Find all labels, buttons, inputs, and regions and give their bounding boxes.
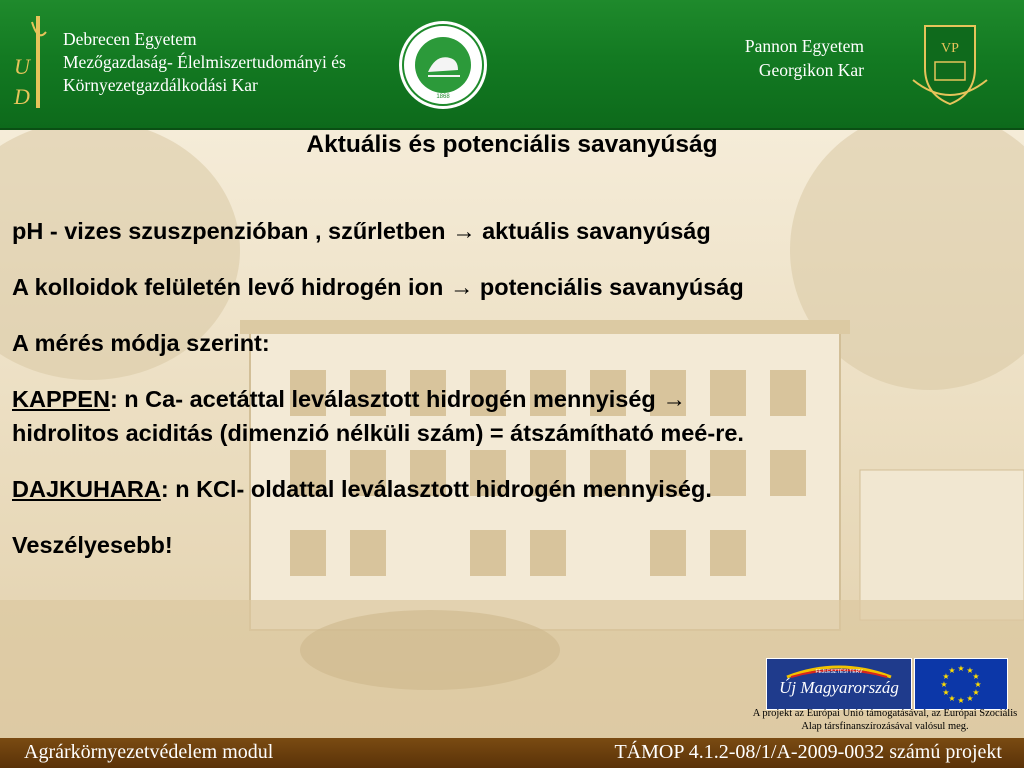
- svg-text:★: ★: [942, 672, 950, 681]
- content-line-warning: Veszélyesebb!: [12, 532, 173, 558]
- svg-text:★: ★: [966, 694, 974, 703]
- left-line-1: Debrecen Egyetem: [63, 29, 197, 49]
- arrow-icon: →: [662, 386, 686, 412]
- svg-text:U: U: [14, 54, 30, 79]
- footer-bar: [0, 738, 1024, 768]
- left-line-2: Mezőgazdaság- Élelmiszertudományi és: [63, 52, 346, 72]
- dajkuhara-label: DAJKUHARA: [12, 476, 161, 502]
- svg-text:★: ★: [972, 672, 980, 681]
- footer-project: TÁMOP 4.1.2-08/1/A-2009-0032 számú projekt: [614, 741, 1002, 763]
- right-line-2: Georgikon Kar: [758, 60, 864, 80]
- svg-text:★: ★: [974, 680, 982, 689]
- right-line-1: Pannon Egyetem: [744, 36, 864, 56]
- dajkuhara-text: : n KCl- oldattal leválasztott hidrogén mennyiség.: [160, 476, 712, 502]
- eu-support-note: A projekt az Európai Unió támogatásával, az Európai Szociális Alap társfinanszírozásával valósul meg.: [752, 708, 1018, 732]
- svg-text:★: ★: [940, 680, 948, 689]
- pannon-crest-logo: [905, 18, 995, 110]
- uj-magyarorszag-text: Új Magyarország: [779, 678, 899, 697]
- ph-result: aktuális savanyúság: [475, 218, 711, 244]
- ud-logo: [6, 12, 54, 116]
- svg-text:★: ★: [957, 696, 965, 705]
- svg-text:★: ★: [948, 694, 956, 703]
- arrow-icon: →: [452, 218, 476, 244]
- kappen-text: : n Ca- acetáttal leválasztott hidrogén mennyiség: [109, 386, 656, 412]
- uj-magyarorszag-logo: [766, 658, 912, 710]
- svg-text:★: ★: [948, 666, 956, 675]
- kappen-label: KAPPEN: [12, 386, 110, 412]
- content-line-method: A mérés módja szerint:: [12, 330, 270, 356]
- university-left-title: [63, 28, 346, 97]
- content-line-kappen: [12, 382, 1012, 450]
- ph-label: pH -: [12, 218, 65, 244]
- left-line-3: Környezetgazdálkodási Kar: [63, 75, 258, 95]
- footer-module: Agrárkörnyezetvédelem modul: [24, 741, 274, 763]
- content-line-dajkuhara: [12, 472, 1012, 506]
- svg-text:FEJLESZTÉSI TERV: FEJLESZTÉSI TERV: [815, 669, 863, 675]
- svg-text:★: ★: [966, 666, 974, 675]
- ph-text: vizes szuszpenzióban , szűrletben: [64, 218, 446, 244]
- svg-text:VP: VP: [941, 41, 959, 56]
- colloid-text: A kolloidok felületén levő hidrogén ion: [12, 274, 444, 300]
- arrow-icon: →: [449, 274, 474, 300]
- eu-logos: [764, 654, 1010, 710]
- content-line-ph: [12, 214, 1012, 248]
- svg-text:★: ★: [957, 664, 965, 673]
- eu-flag-icon: [914, 658, 1008, 710]
- header-banner: [0, 0, 1024, 130]
- svg-text:1868: 1868: [436, 94, 450, 100]
- faculty-seal-logo: [398, 20, 488, 110]
- svg-text:★: ★: [972, 688, 980, 697]
- kappen-text-2: hidrolitos aciditás (dimenzió nélküli szám) = átszámítható meé-re.: [12, 420, 744, 446]
- content-line-colloid: [12, 270, 1012, 304]
- university-right-title: [745, 34, 864, 82]
- svg-text:★: ★: [942, 688, 950, 697]
- slide-title: Aktuális és potenciális savanyúság: [306, 131, 718, 158]
- svg-text:D: D: [14, 84, 30, 109]
- slide-content: [12, 214, 1012, 584]
- colloid-result: potenciális savanyúság: [473, 274, 744, 300]
